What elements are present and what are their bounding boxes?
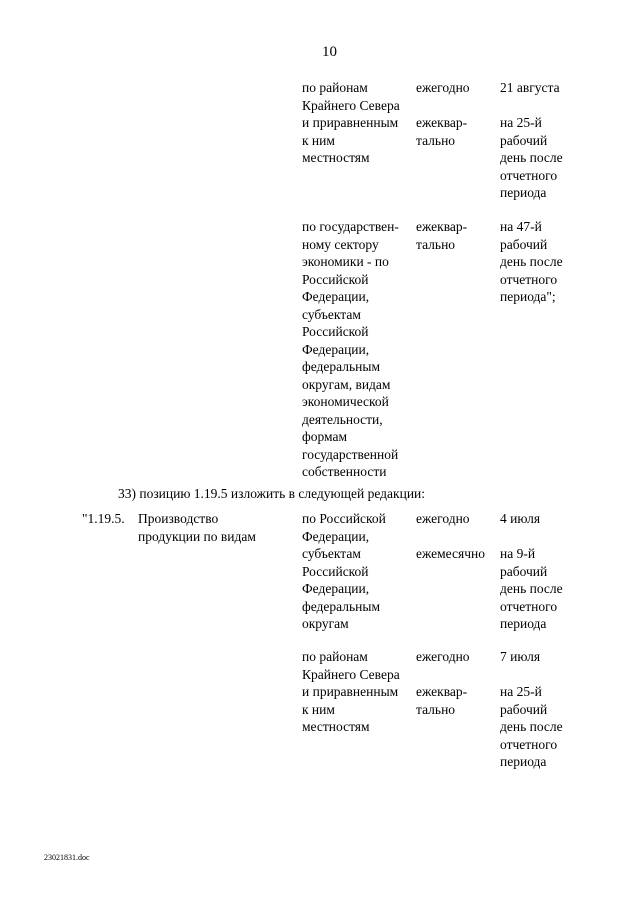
position-code: "1.19.5. [82, 511, 125, 526]
frequency-cell: ежеквар- тально [416, 219, 468, 252]
scope-cell: по Российской Федерации, субъектам Российской Федерации, федеральным округам [302, 511, 386, 631]
frequency-cell: ежегодно ежеквар- тально [416, 80, 470, 148]
amendment-heading: 33) позицию 1.19.5 изложить в следующей редакции: [118, 486, 426, 501]
position-name: Производство продукции по видам [138, 511, 256, 544]
deadline-cell: 7 июля на 25-й рабочий день после отчетного периода [500, 649, 563, 769]
frequency-cell: ежегодно ежеквар- тально [416, 649, 470, 717]
frequency-cell: ежегодно ежемесячно [416, 511, 485, 561]
scope-cell: по районам Крайнего Севера и приравненным к ним местностям [302, 649, 400, 734]
deadline-cell: на 47-й рабочий день после отчетного периода"; [500, 219, 563, 304]
scope-cell: по государствен- ному сектору экономики - по Российской Федерации, субъектам Российской Федерации, федеральным округам, видам экономической деятельности, формам государственной собственности [302, 219, 399, 479]
page-number: 10 [322, 44, 337, 60]
deadline-cell: 4 июля на 9-й рабочий день после отчетного периода [500, 511, 563, 631]
footer-filename: 23021831.doc [44, 853, 90, 862]
scope-cell: по районам Крайнего Севера и приравненным к ним местностям [302, 80, 400, 165]
deadline-cell: 21 августа на 25-й рабочий день после отчетного периода [500, 80, 563, 200]
